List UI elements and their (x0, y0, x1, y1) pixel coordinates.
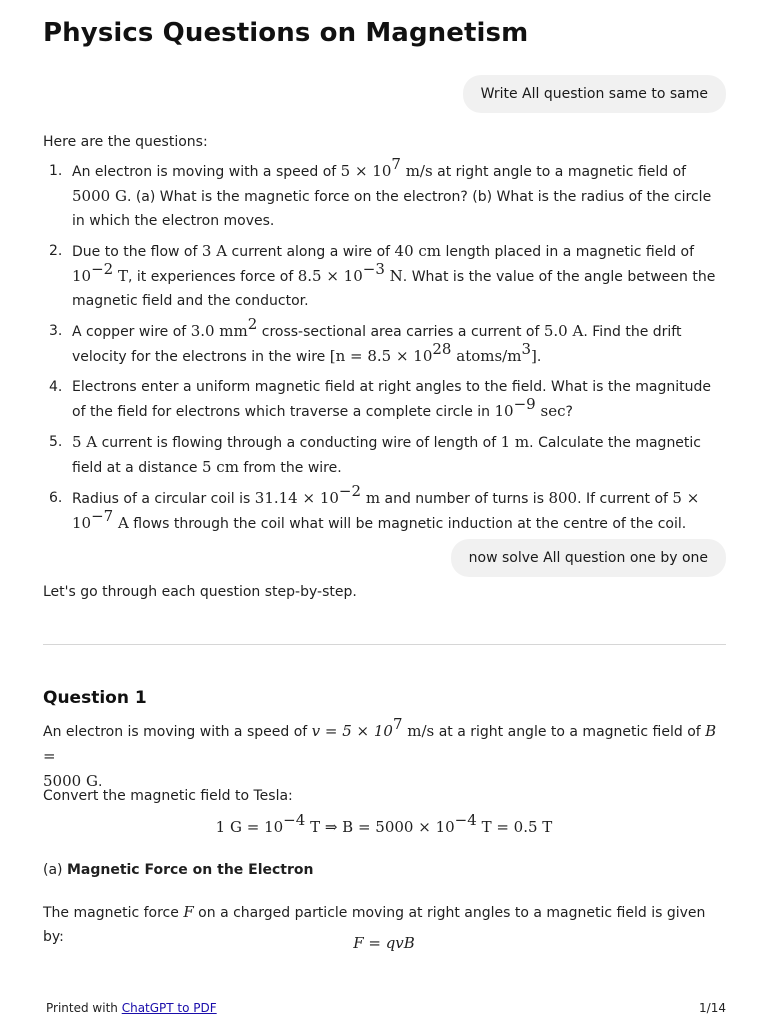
part-a-heading (43, 858, 314, 882)
question-text: , it experiences force of (128, 269, 298, 285)
list-number: 5. (49, 434, 63, 450)
explanation-text: on a charged particle moving at right angles to a magnetic field is given by: (43, 905, 706, 945)
math: m/s (400, 162, 433, 180)
question-text: from the wire. (238, 460, 342, 476)
user-message-bubble: now solve All question one by one (451, 539, 726, 577)
statement-text: . (97, 774, 103, 790)
question-text: and number of turns is (380, 491, 549, 507)
conversion-equation (0, 811, 768, 836)
statement-text: at a right angle to a magnetic field of (434, 724, 706, 740)
question-text: at right angle to a magnetic field of (432, 164, 687, 180)
question-text: current along a wire of (227, 244, 395, 260)
math: F (183, 903, 194, 921)
math-sup: −4 (283, 811, 306, 829)
question-1-heading: Question 1 (43, 688, 147, 708)
math: 1 m (500, 433, 530, 451)
question-text: flows through the coil what will be magnetic induction at the centre of the coil. (128, 516, 687, 532)
math: 40 cm (394, 242, 442, 260)
math: A (113, 514, 129, 532)
math: m (361, 489, 381, 507)
math-sup: −9 (513, 395, 536, 414)
question-text: Electrons enter a uniform magnetic field at right angles to the field. What is the magnitude of the field for electrons which traverse a complete circle in (72, 379, 712, 420)
math: T (113, 267, 128, 285)
chatgpt-to-pdf-link[interactable]: ChatGPT to PDF (121, 1001, 217, 1015)
math-sup: −2 (91, 260, 114, 279)
question-item-5 (43, 430, 726, 480)
math: v = 5 × 10 (311, 722, 393, 740)
math: T ⇒ B = 5000 × 10 (305, 818, 455, 836)
math: 5000 G (43, 772, 98, 790)
question-text: . If current of (577, 491, 673, 507)
question-text: current is flowing through a conducting wire of length of (97, 435, 501, 451)
math: 5.0 A (543, 322, 584, 340)
questions-intro: Here are the questions: (43, 134, 208, 150)
math: 3 A (201, 242, 228, 260)
part-a-title: Magnetic Force on the Electron (66, 862, 314, 878)
math-sup: −2 (338, 482, 362, 501)
question-list (43, 155, 726, 542)
statement-text: An electron is moving with a speed of (43, 724, 312, 740)
question-item-3 (43, 315, 726, 369)
question-text: Due to the flow of (72, 244, 202, 260)
math: N (384, 267, 403, 285)
math: 5 × 10 (340, 162, 392, 180)
question-text: . Calculate the magnetic field at a distance (72, 435, 701, 476)
question-item-6 (43, 482, 726, 536)
explanation-text: The magnetic force (43, 905, 184, 921)
page-footer (46, 1001, 726, 1015)
part-a-prefix: (a) (43, 862, 67, 878)
list-number: 3. (49, 323, 63, 339)
list-number: 2. (49, 243, 63, 259)
math: 5000 G (72, 187, 127, 205)
math: F = qvB (353, 934, 415, 952)
question-text: . (536, 349, 542, 365)
math-sup: −4 (454, 811, 477, 829)
math: 10 (494, 402, 514, 420)
user-message-bubble: Write All question same to same (463, 75, 726, 113)
force-equation (0, 934, 768, 952)
list-number: 6. (49, 490, 63, 506)
math: 10 (72, 267, 92, 285)
math-sup: 28 (432, 340, 452, 359)
math: 31.14 × 10 (254, 489, 339, 507)
math-sup: 2 (247, 315, 258, 334)
math-sup: 7 (391, 155, 401, 174)
question-text: An electron is moving with a speed of (72, 164, 341, 180)
question-item-4 (43, 375, 726, 424)
section-divider (43, 644, 726, 645)
question-text: . Find the drift velocity for the electrons in the wire (72, 324, 682, 365)
page-number: 1/14 (699, 1001, 726, 1015)
math: T = 0.5 T (476, 818, 553, 836)
question-text: length placed in a magnetic field of (441, 244, 695, 260)
question-1-statement (43, 715, 726, 794)
convert-label: Convert the magnetic field to Tesla: (43, 788, 293, 804)
math-sup: −3 (362, 260, 385, 279)
math-sup: 3 (521, 340, 531, 359)
footer-text: Printed with (46, 1001, 122, 1015)
answer-intro: Let's go through each question step-by-step. (43, 584, 357, 600)
math-sup: 7 (392, 715, 403, 734)
math: [n = 8.5 × 10 (329, 347, 433, 365)
math: 5 cm (201, 458, 239, 476)
math: 800 (548, 489, 578, 507)
math-sup: −7 (91, 507, 114, 526)
question-text: cross-sectional area carries a current of (257, 324, 544, 340)
question-text: A copper wire of (72, 324, 191, 340)
math: ] (531, 347, 537, 365)
page-title: Physics Questions on Magnetism (43, 18, 529, 48)
question-item-2 (43, 239, 726, 313)
list-number: 1. (49, 163, 63, 179)
question-item-1 (43, 155, 726, 233)
math: 3.0 mm (190, 322, 248, 340)
math: 8.5 × 10 (297, 267, 363, 285)
question-text: . What is the value of the angle between the magnetic field and the conductor. (72, 269, 716, 309)
math: atoms/m (451, 347, 522, 365)
math: m/s (402, 722, 435, 740)
list-number: 4. (49, 379, 63, 395)
math: sec (535, 402, 566, 420)
math: 5 A (72, 433, 98, 451)
math: 1 G = 10 (215, 818, 284, 836)
question-text: . (a) What is the magnetic force on the electron? (b) What is the radius of the circle in which the electron moves. (72, 189, 712, 229)
question-text: Radius of a circular coil is (72, 491, 255, 507)
math: B = (43, 722, 717, 765)
question-text: ? (565, 404, 573, 420)
math: 5 × 10 (72, 489, 700, 532)
